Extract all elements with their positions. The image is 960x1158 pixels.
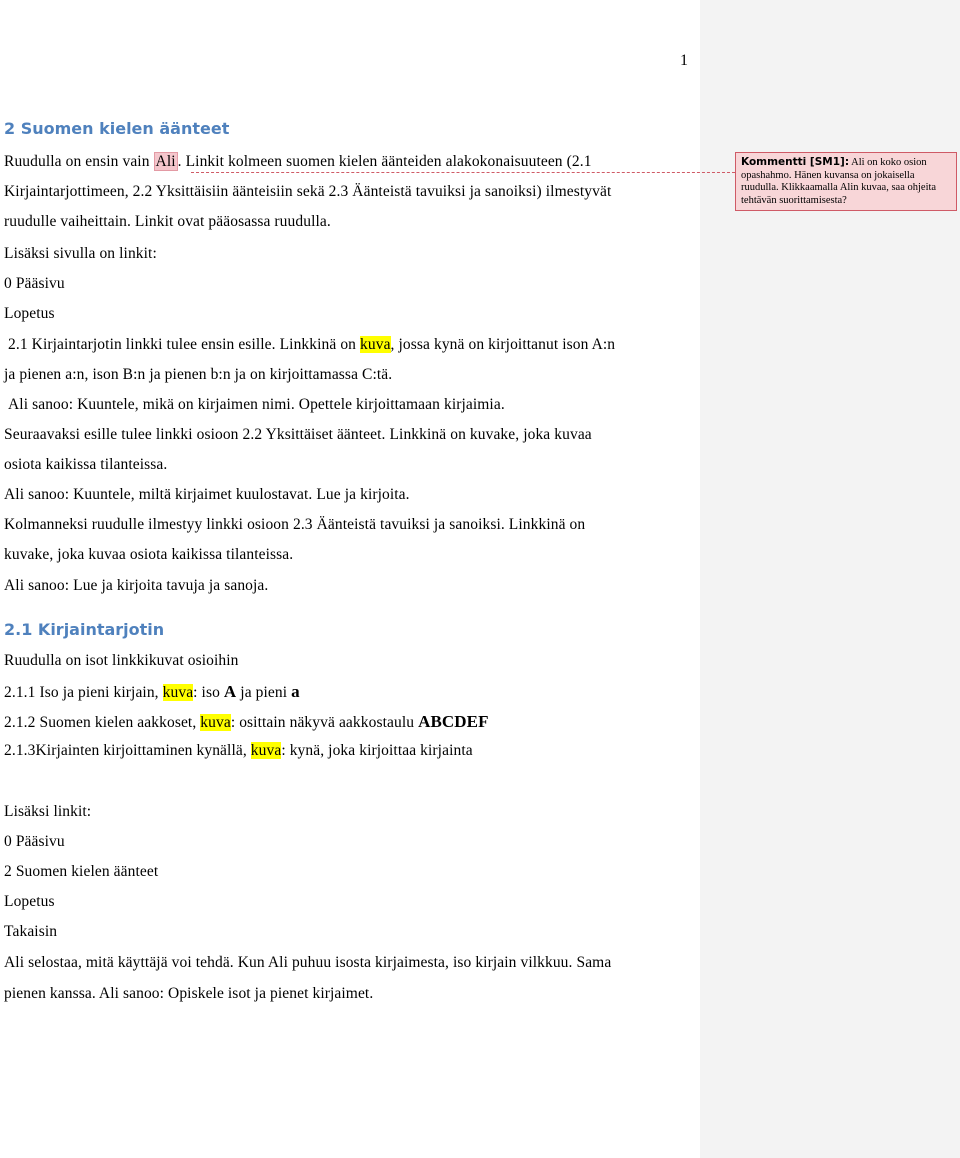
comment-author: Kommentti [SM1]: — [741, 156, 850, 168]
highlighted-word: kuva — [162, 684, 194, 701]
list-item: 0 Pääsivu — [4, 275, 65, 292]
paragraph-line: ja pienen a:n, ison B:n ja pienen b:n ja on kirjoittamassa C:tä. — [4, 366, 393, 383]
list-item: 0 Pääsivu — [4, 833, 65, 850]
section-heading: 2 Suomen kielen äänteet — [4, 119, 230, 138]
paragraph-line: Lisäksi sivulla on linkit: — [4, 245, 157, 262]
highlighted-word: kuva — [200, 714, 231, 731]
paragraph-line: osiota kaikissa tilanteissa. — [4, 456, 168, 473]
paragraph-line: 2.1 Kirjaintarjotin linkki tulee ensin esille. Linkkinä on kuva, jossa kynä on kirjoittanut ison A:n — [8, 336, 616, 353]
paragraph-line: Ali sanoo: Kuuntele, miltä kirjaimet kuulostavat. Lue ja kirjoita. — [4, 486, 410, 503]
highlighted-word: kuva — [250, 742, 282, 759]
comment-text: Ali on koko osion opashahmo. Hänen kuvansa on jokaisella ruudulla. Klikkaamalla Alin kuvaa, saa ohjeita tehtävän suorittamisesta? — [741, 157, 937, 206]
paragraph-line: ruudulle vaiheittain. Linkit ovat pääosassa ruudulla. — [4, 213, 331, 230]
comment-anchor-ali[interactable]: Ali — [155, 153, 176, 170]
list-item: 2 Suomen kielen äänteet — [4, 863, 159, 880]
paragraph-line: Lisäksi linkit: — [4, 803, 92, 820]
paragraph-line: 2.1.1 Iso ja pieni kirjain, kuva: iso A ja pieni a — [4, 682, 300, 701]
comment-connector — [191, 172, 735, 174]
paragraph-line: Ali sanoo: Kuuntele, mikä on kirjaimen nimi. Opettele kirjoittamaan kirjaimia. — [8, 396, 505, 413]
paragraph-line: Kirjaintarjottimeen, 2.2 Yksittäisiin äänteisiin sekä 2.3 Äänteistä tavuiksi ja sanoiksi) ilmestyvät — [4, 183, 612, 200]
list-item: Takaisin — [4, 923, 58, 940]
list-item: Lopetus — [4, 305, 55, 322]
paragraph-line: pienen kanssa. Ali sanoo: Opiskele isot ja pienet kirjaimet. — [4, 985, 374, 1002]
paragraph-line: Seuraavaksi esille tulee linkki osioon 2.2 Yksittäiset äänteet. Linkkinä on kuvake, joka kuvaa — [4, 426, 592, 443]
highlighted-word: kuva — [360, 336, 391, 353]
paragraph-line: 2.1.3Kirjainten kirjoittaminen kynällä, kuva: kynä, joka kirjoittaa kirjainta — [4, 742, 473, 759]
page-number: 1 — [680, 52, 688, 69]
paragraph-line: Ruudulla on ensin vain Ali . Linkit kolmeen suomen kielen äänteiden alakokonaisuuteen (2.1 — [4, 153, 592, 170]
paragraph-line: Kolmanneksi ruudulle ilmestyy linkki osioon 2.3 Äänteistä tavuiksi ja sanoiksi. Linkkinä on — [4, 516, 586, 533]
paragraph-line: kuvake, joka kuvaa osiota kaikissa tilanteissa. — [4, 546, 294, 563]
paragraph-line: Ruudulla on isot linkkikuvat osioihin — [4, 652, 239, 669]
list-item: Lopetus — [4, 893, 55, 910]
paragraph-line: Ali selostaa, mitä käyttäjä voi tehdä. Kun Ali puhuu isosta kirjaimesta, iso kirjain vilkkuu. Sama — [4, 954, 612, 971]
subsection-heading: 2.1 Kirjaintarjotin — [4, 620, 165, 639]
comment-balloon[interactable] — [735, 152, 957, 211]
paragraph-line: Ali sanoo: Lue ja kirjoita tavuja ja sanoja. — [4, 577, 269, 594]
paragraph-line: 2.1.2 Suomen kielen aakkoset, kuva: osittain näkyvä aakkostaulu ABCDEF — [4, 712, 489, 731]
